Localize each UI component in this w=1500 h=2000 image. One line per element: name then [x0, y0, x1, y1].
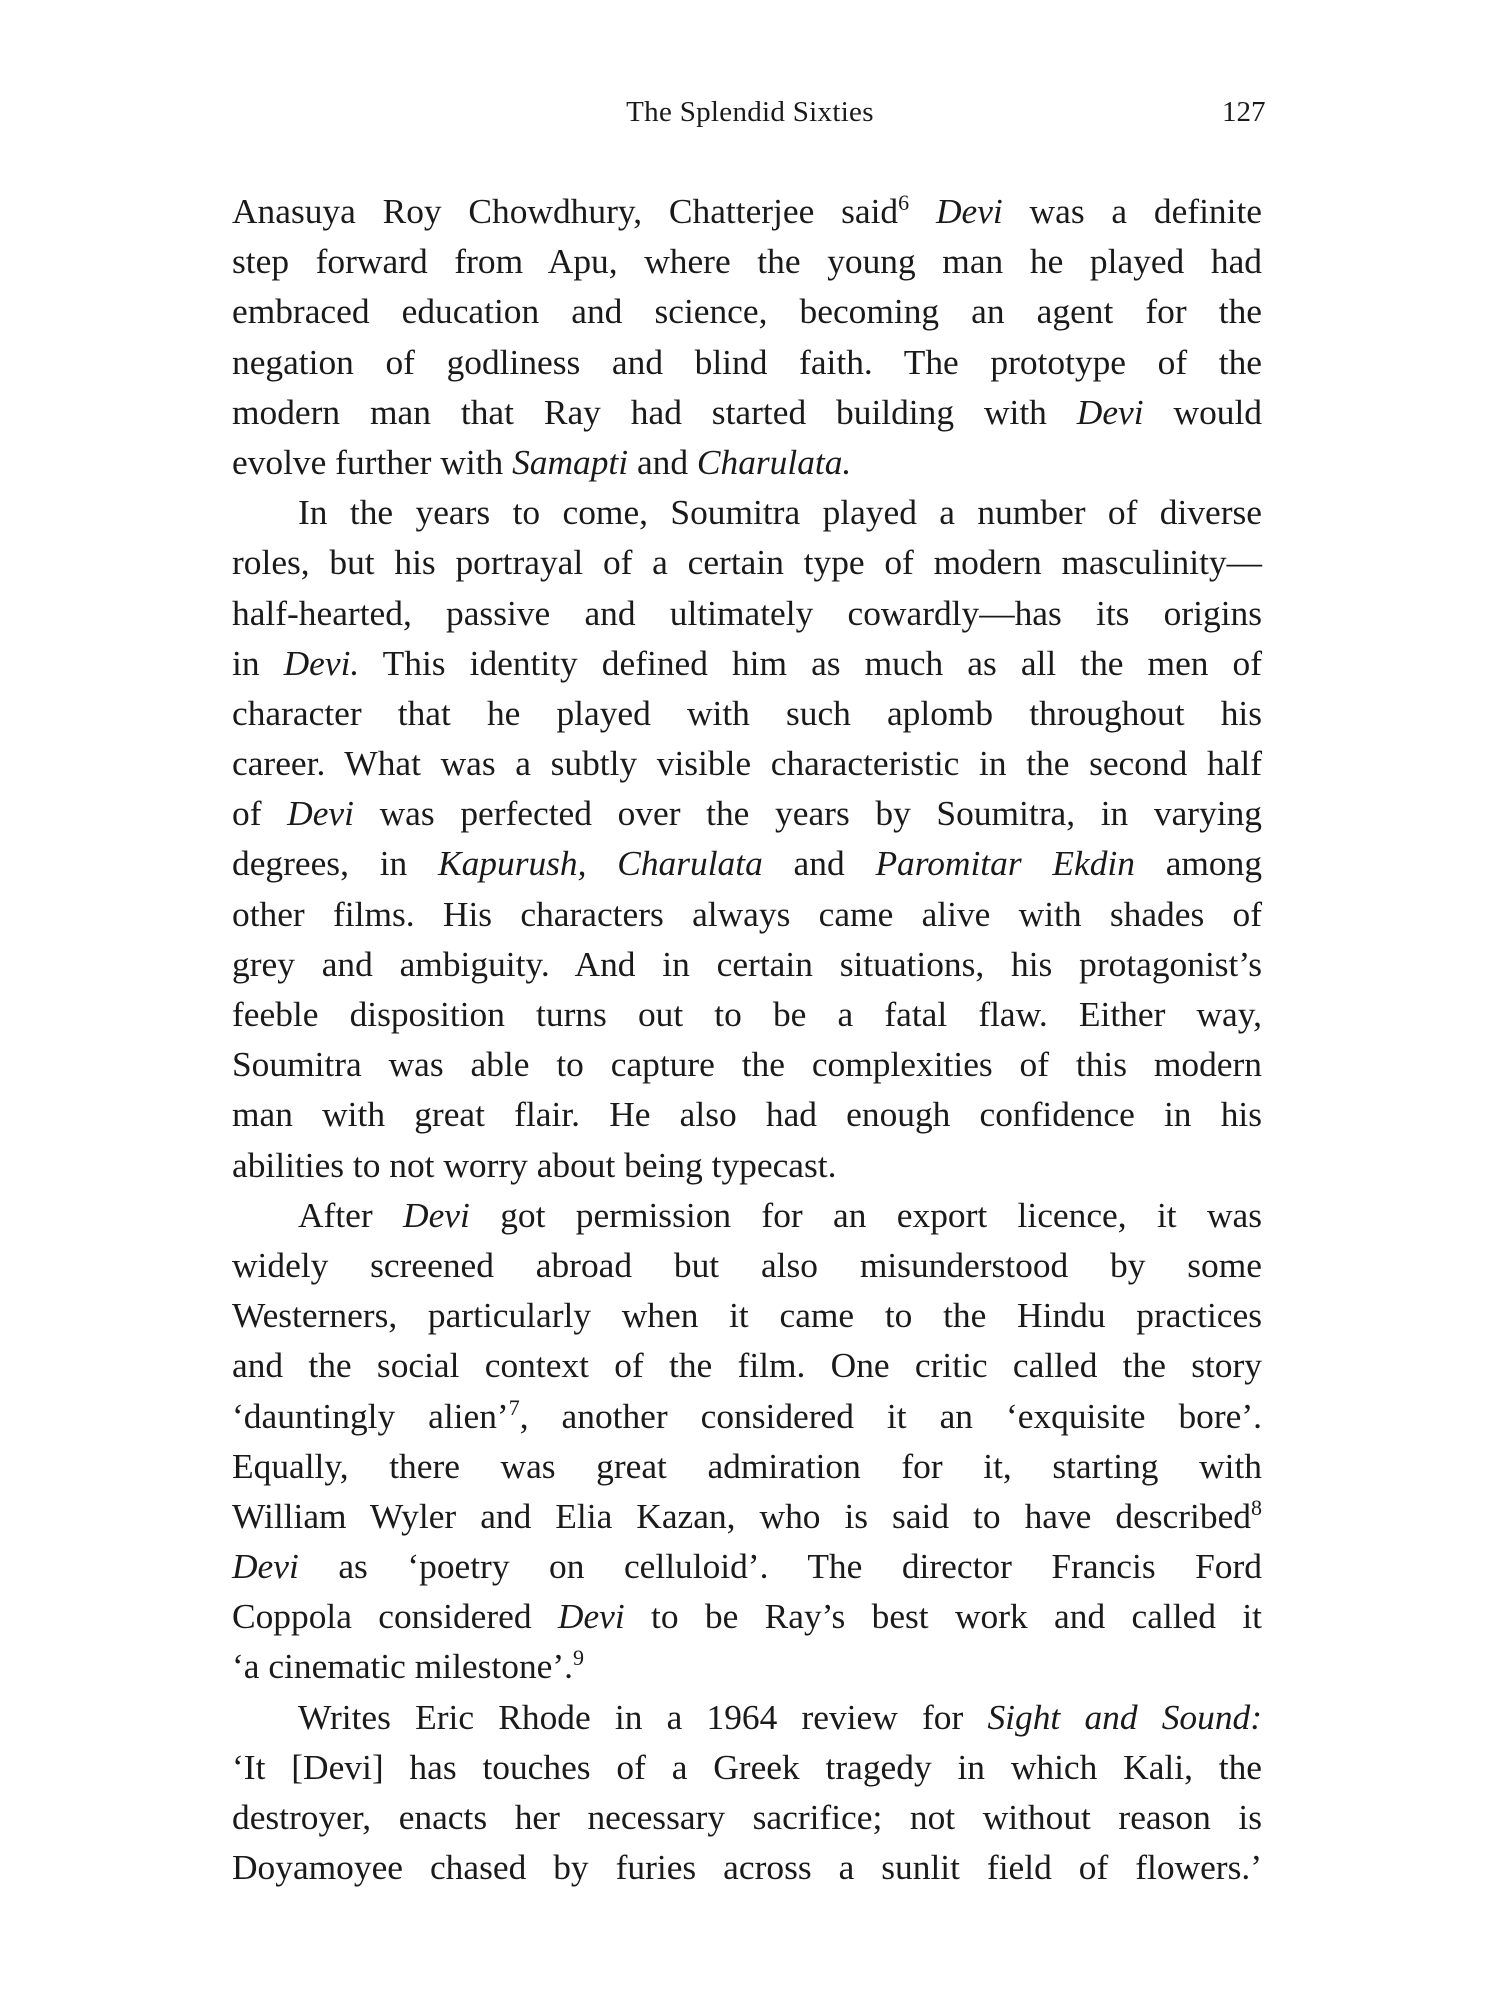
text-line	[232, 1391, 1262, 1441]
text-run: ‘a cinematic milestone’.	[232, 1646, 573, 1687]
text-run: negation of godliness and blind faith. The prototype of the	[232, 341, 1262, 382]
text-line	[232, 387, 1262, 437]
text-line	[232, 1240, 1262, 1290]
text-line	[232, 788, 1262, 838]
text-line	[232, 989, 1262, 1039]
text-line	[232, 588, 1262, 638]
italic-title: Devi	[935, 191, 1003, 231]
text-run: to be Ray’s best work and called it	[624, 1596, 1262, 1637]
italic-title: Sight and Sound:	[987, 1696, 1262, 1737]
text-line	[232, 1641, 1262, 1691]
italic-title: Devi	[557, 1596, 625, 1637]
text-run: among	[1134, 843, 1263, 884]
text-line	[232, 537, 1262, 587]
text-run: ‘dauntingly alien’	[232, 1395, 509, 1436]
footnote-reference: 6	[898, 190, 910, 215]
text-run: modern man that Ray had started building with	[232, 391, 1077, 432]
text-run: destroyer, enacts her necessary sacrifice; not without reason is	[232, 1797, 1262, 1837]
text-run: , another considered it an ‘exquisite bore’.	[519, 1395, 1263, 1436]
text-line	[232, 437, 1262, 487]
text-line	[232, 1340, 1262, 1390]
text-line	[232, 889, 1262, 939]
text-run: Doyamoyee chased by furies across a sunlit field of flowers.’	[232, 1847, 1262, 1888]
text-line	[232, 1089, 1262, 1139]
text-line	[232, 186, 1262, 236]
text-line	[232, 738, 1262, 788]
text-run: half-hearted, passive and ultimately cowardly—has its origins	[232, 592, 1262, 633]
text-run: ‘It [Devi] has touches of a Greek tragedy in which Kali, the	[232, 1746, 1262, 1787]
text-run: and	[628, 441, 697, 482]
text-line	[232, 688, 1262, 738]
italic-title: Devi	[1076, 391, 1144, 432]
footnote-reference: 9	[572, 1645, 584, 1671]
italic-title: Charulata.	[696, 441, 852, 482]
footnote-reference: 7	[508, 1394, 520, 1420]
text-run: Soumitra was able to capture the complexities of this modern	[232, 1044, 1262, 1085]
text-line	[232, 1792, 1262, 1842]
italic-title: Devi	[232, 1546, 299, 1587]
text-line	[232, 1541, 1262, 1591]
text-run: In the years to come, Soumitra played a number of diverse	[298, 492, 1262, 533]
text-run: Equally, there was great admiration for it, starting with	[232, 1445, 1262, 1486]
text-run: career. What was a subtly visible characteristic in the second half	[232, 743, 1262, 784]
italic-title: Devi	[287, 793, 354, 834]
text-run: This identity defined him as much as all the men of	[359, 642, 1262, 683]
text-line	[232, 638, 1262, 688]
text-run: man with great flair. He also had enough confidence in his	[232, 1094, 1262, 1135]
text-run: embraced education and science, becoming an agent for the	[232, 291, 1262, 332]
page-number: 127	[1222, 96, 1266, 128]
running-header-title: The Splendid Sixties	[626, 96, 874, 128]
italic-title: Devi.	[283, 642, 360, 683]
text-run: abilities to not worry about being typecast.	[232, 1144, 837, 1185]
text-run: was a definite	[1002, 191, 1262, 231]
text-line	[232, 337, 1262, 387]
text-line	[232, 236, 1262, 286]
text-line	[232, 1591, 1262, 1641]
italic-title: Kapurush, Charulata	[438, 843, 763, 884]
text-line	[232, 1039, 1262, 1089]
italic-title: Paromitar Ekdin	[875, 843, 1135, 884]
text-run: as ‘poetry on celluloid’. The director Francis Ford	[298, 1546, 1262, 1587]
text-run: in	[232, 642, 284, 683]
text-line	[232, 1692, 1262, 1742]
text-run: and	[762, 843, 876, 884]
text-run: other films. His characters always came alive with shades of	[232, 893, 1262, 934]
text-run: and the social context of the film. One critic called the story	[232, 1345, 1262, 1386]
text-line	[232, 286, 1262, 336]
text-line	[232, 1290, 1262, 1340]
text-run: After	[298, 1194, 404, 1235]
text-run: degrees, in	[232, 843, 438, 884]
text-run: grey and ambiguity. And in certain situations, his protagonist’s	[232, 943, 1262, 984]
text-run: would	[1143, 391, 1262, 432]
text-run: feeble disposition turns out to be a fatal flaw. Either way,	[232, 994, 1262, 1034]
text-run: character that he played with such aplomb throughout his	[232, 692, 1262, 733]
text-line	[232, 939, 1262, 989]
text-line	[232, 838, 1262, 888]
footnote-reference: 8	[1251, 1494, 1262, 1520]
text-run: Coppola considered	[232, 1596, 558, 1637]
text-line	[232, 1190, 1262, 1240]
italic-title: Devi	[403, 1194, 470, 1235]
text-run: Anasuya Roy Chowdhury, Chatterjee said	[232, 191, 899, 231]
text-line	[232, 1742, 1262, 1792]
italic-title: Samapti	[512, 441, 629, 482]
text-run: evolve further with	[232, 441, 513, 482]
text-line	[232, 1842, 1262, 1892]
text-run: Westerners, particularly when it came to the Hindu practices	[232, 1295, 1262, 1336]
text-line	[232, 487, 1262, 537]
text-run: of	[232, 793, 288, 834]
text-run: roles, but his portrayal of a certain type of modern masculinity—	[232, 542, 1262, 583]
text-run	[909, 191, 936, 231]
text-line	[232, 1140, 1262, 1190]
text-run: William Wyler and Elia Kazan, who is said to have described	[232, 1495, 1251, 1536]
text-run: Writes Eric Rhode in a 1964 review for	[298, 1696, 988, 1737]
text-line	[232, 1491, 1262, 1541]
text-run: step forward from Apu, where the young man he played had	[232, 241, 1262, 282]
text-run: got permission for an export licence, it was	[469, 1194, 1262, 1235]
body-text	[232, 186, 1262, 1892]
text-run: widely screened abroad but also misunderstood by some	[232, 1244, 1262, 1285]
text-run: was perfected over the years by Soumitra, in varying	[353, 793, 1262, 834]
text-line	[232, 1441, 1262, 1491]
